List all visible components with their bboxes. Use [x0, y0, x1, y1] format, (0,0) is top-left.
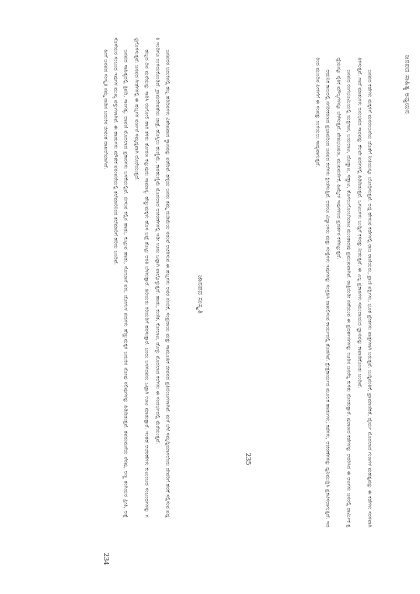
right-page	[212, 20, 412, 580]
paragraph: ಹಬ್ಬದ ದಿನ ಮನೆಯನ್ನು ಸಾರಿಸಿ ರಂಗೋಲಿ ಹಾಕಿ ತಳಿರು ತೋರಣ ಕಟ್ಟುವುದು ಸಾಮಾನ್ಯ. ಹೆಣ್ಣುಮಕ್ಕಳು ಹೊಸ ಬಟ್ಟೆ ತೊಟ್ಟು ಆರತಿ ಬೆಳಗುತ್ತಾರೆ. ಹಿರಿಯರು ಕಿರಿಯರಿಗೆ ಹರಸುತ್ತಾರೆ. ಬಂಧು ಬಳಗದವರು ಒಟ್ಟಾಗಿ ಊಟ ಮಾಡುತ್ತಾರೆ. ಇಂತಹ ಆಚರಣೆಗಳು ಕುಟುಂಬದ ಸಂಬಂಧಗಳನ್ನು ಗಟ್ಟಿಗೊಳಿಸುತ್ತವೆ. ಜನಪದ ಗೀತೆಗಳಲ್ಲಿ ಈ ಹಬ್ಬಗಳ ವರ್ಣನೆ ಸಮೃದ್ಧವಾಗಿ ದೊರೆಯುತ್ತದೆ.	[133, 37, 150, 518]
right-page-number: 235	[244, 452, 253, 466]
paragraph: ಜನಪದ ರಂಗಭೂಮಿಯಲ್ಲಿ ಯಕ್ಷಗಾನ, ಬಯಲಾಟ, ದೊಡ್ಡಾಟ, ಸಣ್ಣಾಟ, ತೊಗಲುಗೊಂಬೆಯಾಟ ಮುಂತಾದವು ಪ್ರಮುಖವಾಗಿವೆ. ರಾತ್ರಿಯಿಡೀ ನಡೆಯುವ ಈ ಪ್ರದರ್ಶನಗಳನ್ನು ಊರಿನ ಜನರೆಲ್ಲ ಕುಳಿತು ನೋಡುತ್ತಾರೆ. ಪುರಾಣದ ಕಥೆಗಳನ್ನು ಆಧರಿಸಿದ ಈ ಆಟಗಳು ಜನರಲ್ಲಿ ಧಾರ್ಮಿಕ ಶ್ರದ್ಧೆಯನ್ನೂ ನೈತಿಕ ಮೌಲ್ಯಗಳನ್ನೂ ಬೆಳೆಸುತ್ತವೆ. ವೇಷಭೂಷಣ, ಮುಖವರ್ಣಿಕೆ, ಹಿಮ್ಮೇಳ ಇವುಗಳಿಂದ ಪ್ರದರ್ಶನ ಕಳೆಗಟ್ಟುತ್ತದೆ.	[335, 57, 352, 528]
paragraph: ಜನಪದರ ಬದುಕಿನಲ್ಲಿ ಹಬ್ಬ ಹರಿದಿನಗಳು ವಿಶೇಷವಾದ ಸ್ಥಾನವನ್ನು ಪಡೆದಿವೆ. ಹಳ್ಳಿಯ ಜನರು ತಮ್ಮ ದುಡಿಮೆಯ ನಡುವೆ ಆಚರಿಸುವ ಈ ಹಬ್ಬಗಳು ಅವರ ನಂಬಿಕೆ, ಸಂಪ್ರದಾಯ ಮತ್ತು ಸಾಮೂಹಿಕ ಜೀವನದ ಪ್ರತಿಬಿಂಬಗಳಾಗಿವೆ. ಮಳೆ ಬೆಳೆ ಸಮೃದ್ಧಿಯಾಗಲೆಂದು ದೇವರಿಗೆ ಹರಕೆ ಸಲ್ಲಿಸುವ ಪದ್ಧತಿ ಇಂದಿಗೂ ಉಳಿದುಕೊಂಡಿದೆ. ಗ್ರಾಮದೇವತೆಯ ಜಾತ್ರೆ, ಹೊಸ್ತಿಲು ಹುಣ್ಣಿಮೆ, ಕಾರಹುಣ್ಣಿಮೆ ಮೊದಲಾದ ಆಚರಣೆಗಳಲ್ಲಿ ಇಡೀ ಊರು ಒಟ್ಟಾಗಿ ಪಾಲ್ಗೊಳ್ಳುತ್ತದೆ. ಹಾಡು, ಕುಣಿತ, ಕೋಲಾಟ, ಡೊಳ್ಳು ಮೊದಲಾದ ಕಲೆಗಳು ಈ ಸಂದರ್ಭದಲ್ಲಿ ಮೆರೆಯುತ್ತವೆ.	[154, 37, 171, 518]
right-body-text	[210, 58, 375, 528]
paragraph: ಜನಪದ ಕಥೆಗಳು ಮಕ್ಕಳಿಗೆ ಮನರಂಜನೆಯ ಜೊತೆಗೆ ನೀತಿಯನ್ನೂ ಬೋಧಿಸುತ್ತವೆ. ಅಜ್ಜಿ ಹೇಳುವ ಕಥೆಗಳಲ್ಲಿ ರಾಜ ರಾಣಿಯರು, ಪ್ರಾಣಿ ಪಕ್ಷಿಗಳು, ಭೂತ ಪ್ರೇತಗಳು ಪಾತ್ರಗಳಾಗಿ ಬರುತ್ತವೆ. ಬುದ್ಧಿವಂತಿಕೆ, ಪ್ರಾಮಾಣಿಕತೆ, ಧೈರ್ಯ ಮೊದಲಾದ ಗುಣಗಳ ಮಹತ್ವವನ್ನು ಈ ಕಥೆಗಳು ಸರಳವಾಗಿ ತಿಳಿಸುತ್ತವೆ. ಗಾದೆ ಮಾತುಗಳು ಅನುಭವದ ಸಾರವನ್ನು ಕೆಲವೇ ಪದಗಳಲ್ಲಿ ಹಿಡಿದಿಡುತ್ತವೆ. ಒಗಟುಗಳು ಬುದ್ಧಿಗೆ ಕಸರತ್ತು ನೀಡುತ್ತವೆ. ಈ ಎಲ್ಲ ಪ್ರಕಾರಗಳು ಸಮುದಾಯದ ಜ್ಞಾನವನ್ನು ಕಾಪಾಡಿಕೊಂಡು ಬಂದಿವೆ.	[356, 57, 373, 528]
left-running-head: ಜಾನಪದ ಸಂಸ್ಕೃತಿ	[196, 275, 205, 314]
right-running-head: ಜನಪದ ಸಾಹಿತ್ಯ ಅಧ್ಯಯನ	[403, 55, 412, 114]
paragraph: ಆಧುನಿಕ ಕಾಲದಲ್ಲಿ ನಗರೀಕರಣದ ಪ್ರಭಾವದಿಂದ ಜನಪದ ಕಲೆಗಳು ಕ್ಷೀಣಿಸುತ್ತಿವೆ. ಆದರೂ ವಿದ್ವಾಂಸರು ಮತ್ತು ಸಂಸ್ಥೆಗಳು ಇವುಗಳನ್ನು ಸಂಗ್ರಹಿಸಿ ದಾಖಲಿಸುವ ಕಾರ್ಯದಲ್ಲಿ ತೊಡಗಿವೆ. ಕ್ಷೇತ್ರಕಾರ್ಯದ ಮೂಲಕ ಹಾಡುಗಳು, ಕಥೆಗಳು, ಆಚರಣೆಗಳನ್ನು ಧ್ವನಿಮುದ್ರಿಸಿ ಪ್ರಕಟಿಸಲಾಗುತ್ತಿದೆ. ಇದರಿಂದ ಮುಂದಿನ ಪೀಳಿಗೆಗೆ ಈ ಸಂಪತ್ತು ಉಳಿಯಲು ಸಾಧ್ಯವಾಗುತ್ತದೆ.	[314, 57, 331, 528]
left-body-text	[18, 38, 173, 518]
paragraph: ಜನಪದ ಸಾಹಿತ್ಯದಲ್ಲಿ ತ್ರಿಪದಿ, ಸಾಂಗತ್ಯ, ಲಾವಣಿ ಮೊದಲಾದ ಪ್ರಕಾರಗಳು ಬಳಕೆಯಲ್ಲಿವೆ. ಬೀಸುವ ಕಲ್ಲಿನ ಹಾಡು, ಕುಟ್ಟುವ ಹಾಡು, ಸೋಬಾನೆ ಪದ, ಜೋಗುಳ ಪದಗಳು ಹೆಣ್ಣುಮಕ್ಕಳ ಬದುಕಿನ ನೋವು ನಲಿವುಗಳನ್ನು ಹಿಡಿದಿಡುತ್ತವೆ. ತವರುಮನೆಯ ನೆನಪು, ಅಣ್ಣ ತಂಗಿಯರ ಪ್ರೀತಿ, ಅತ್ತೆ ಸೊಸೆಯರ ಸಂಬಂಧ ಇವುಗಳ ಮುಖ್ಯ ವಸ್ತುಗಳಾಗಿವೆ. ಈ ಹಾಡುಗಳು ಮೌಖಿಕ ಪರಂಪರೆಯಲ್ಲಿ ತಲೆಮಾರಿನಿಂದ ತಲೆಮಾರಿಗೆ ಹರಿದು ಬಂದಿವೆ.	[112, 37, 129, 518]
left-page	[20, 20, 210, 580]
left-page-number: 234	[102, 552, 111, 566]
paragraph: ಹೀಗೆ ಜನಪದ ಸಂಸ್ಕೃತಿ ನಮ್ಮ ನಾಡಿನ ಬದುಕಿನ ಜೀವಂತ ದಾಖಲೆಯಾಗಿದೆ.	[102, 49, 109, 170]
